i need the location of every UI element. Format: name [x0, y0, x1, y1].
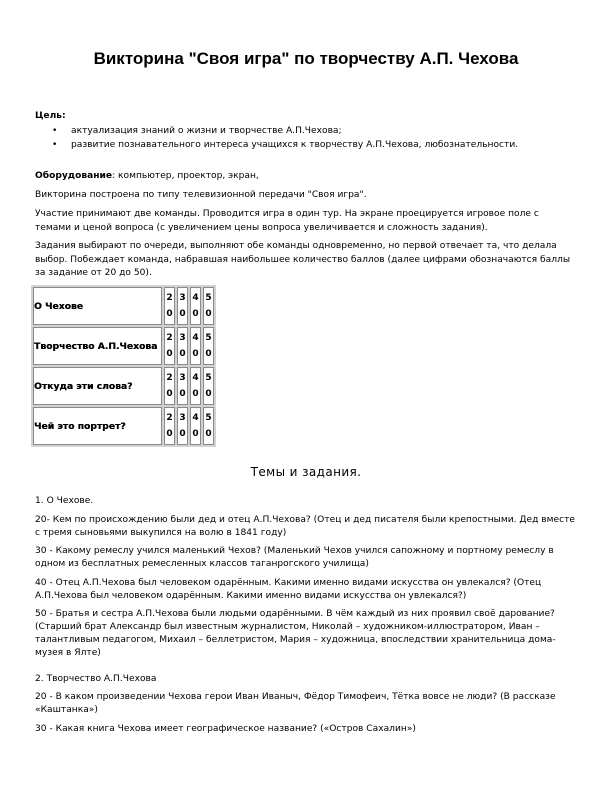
board-score-cell: 4 0 — [190, 287, 201, 325]
board-row — [33, 407, 214, 445]
question-paragraph: 40 - Отец А.П.Чехова был человеком одарённым. Какими именно видами искусства он увлекался? (Отец А.П.Чехова был человеком одарённым. Какими именно видами искусства он увлекался?) — [35, 578, 542, 601]
board-topic: О Чехове — [33, 287, 162, 325]
page-title: Викторина "Своя игра" по творчеству А.П. Чехова — [93, 49, 519, 68]
question-paragraph: 20- Кем по происхождению были дед и отец А.П.Чехова? (Отец и дед писателя были крепостными. Дед вместе с тремя сыновьями выкупился на волю в 1841 году) — [35, 515, 575, 538]
board-topic: Чей это портрет? — [33, 407, 162, 445]
question-paragraph: 20 - В каком произведении Чехова герои Иван Иваныч, Фёдор Тимофеич, Тётка вовсе не люди? (В рассказе «Каштанка») — [35, 692, 556, 715]
equipment-paragraph — [35, 170, 577, 184]
board-row — [33, 367, 214, 405]
board-topic: Откуда эти слова? — [33, 367, 162, 405]
intro-paragraph: Задания выбирают по очереди, выполняют обе команды одновременно, но первой отвечает та, что делала выбор. Побеждает команда, набравшая наибольшее количество баллов (далее цифрами обозначаются баллы за задание от 20 до 50). — [35, 241, 571, 278]
board-score-cell: 3 0 — [177, 287, 188, 325]
board-score-cell: 2 0 — [164, 407, 175, 445]
equipment-label: Оборудование — [35, 171, 113, 181]
board-score-cell: 5 0 — [203, 327, 214, 365]
section-heading: 1. О Чехове. — [35, 496, 94, 506]
section-heading: 2. Творчество А.П.Чехова — [35, 674, 157, 684]
intro-paragraph: Участие принимают две команды. Проводится игра в один тур. На экране проецируется игровое поле с темами и ценой вопроса (с увеличением цены вопроса увеличивается и сложность задания). — [35, 209, 539, 233]
question-paragraph: 30 - Какому ремеслу учился маленький Чехов? (Маленький Чехов учился сапожному и портному ремеслу в одном из бесплатных ремесленных классов таганрогского училища) — [35, 546, 554, 569]
equipment-text: : компьютер, проектор, экран, — [112, 171, 259, 181]
question-paragraph: 30 - Какая книга Чехова имеет географическое название? («Остров Сахалин») — [35, 724, 416, 734]
board-row — [33, 287, 214, 325]
game-board-table — [31, 285, 216, 447]
board-score-cell: 5 0 — [203, 407, 214, 445]
goal-item: • развитие познавательного интереса учащихся к творчеству А.П.Чехова, любознательности. — [52, 138, 572, 152]
board-score-cell: 4 0 — [190, 407, 201, 445]
board-score-cell: 3 0 — [177, 407, 188, 445]
board-topic: Творчество А.П.Чехова — [33, 327, 162, 365]
board-score-cell: 2 0 — [164, 327, 175, 365]
board-score-cell: 4 0 — [190, 327, 201, 365]
board-score-cell: 3 0 — [177, 327, 188, 365]
goal-item: • актуализация знаний о жизни и творчестве А.П.Чехова; — [52, 124, 572, 138]
goal-label: Цель: — [35, 111, 66, 121]
themes-heading: Темы и задания. — [250, 465, 362, 479]
board-score-cell: 3 0 — [177, 367, 188, 405]
intro-paragraph: Викторина построена по типу телевизионной передачи "Своя игра". — [35, 190, 367, 200]
board-score-cell: 2 0 — [164, 367, 175, 405]
board-score-cell: 2 0 — [164, 287, 175, 325]
goal-list — [52, 124, 572, 152]
question-paragraph: 50 - Братья и сестра А.П.Чехова были людьми одарёнными. В чём каждый из них проявил своё дарование? (Старший брат Александр был известным журналистом, Николай – художником-иллюстратором, Иван – талантливым педагогом, Михаил – беллетристом, Мария – художница, впоследствии хранительница дома-музея в Ялте) — [35, 609, 556, 658]
board-score-cell: 5 0 — [203, 287, 214, 325]
board-row — [33, 327, 214, 365]
board-score-cell: 4 0 — [190, 367, 201, 405]
board-score-cell: 5 0 — [203, 367, 214, 405]
